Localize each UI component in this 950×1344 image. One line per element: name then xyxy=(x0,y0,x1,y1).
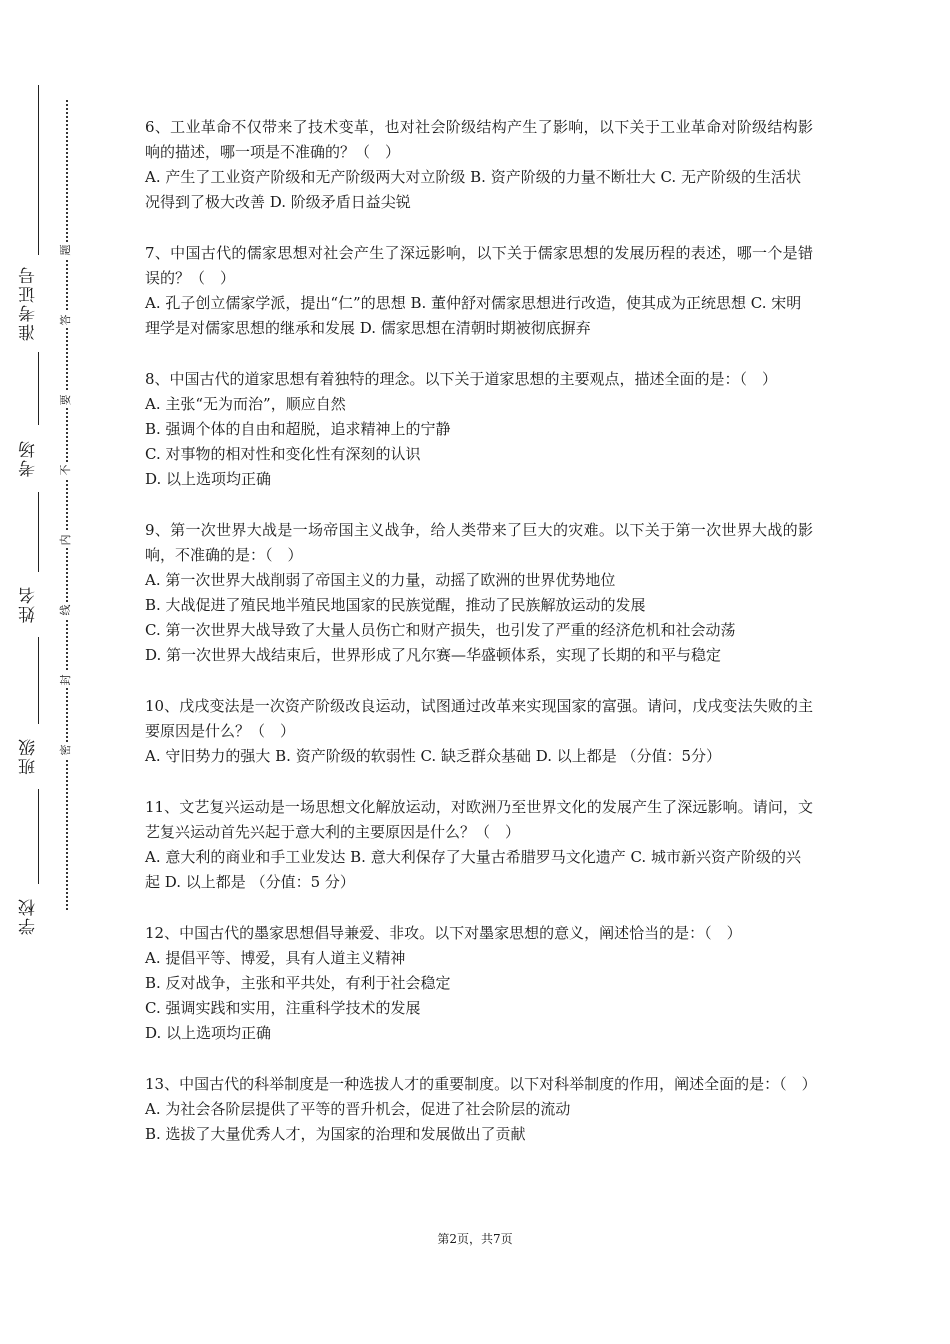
question-stem: 8、中国古代的道家思想有着独特的理念。以下关于道家思想的主要观点，描述全面的是：（ ） xyxy=(145,370,778,388)
question-list xyxy=(145,115,817,1173)
option-a: A. 为社会各阶层提供了平等的晋升机会，促进了社会阶层的流动 xyxy=(145,1100,571,1118)
option-a: A. 主张“无为而治”，顺应自然 xyxy=(145,395,346,413)
question-12 xyxy=(145,921,813,1046)
question-11 xyxy=(145,795,813,895)
seal-char: 线 xyxy=(58,602,74,618)
margin-line xyxy=(38,492,39,572)
option-c: C. 强调实践和实用，注重科学技术的发展 xyxy=(145,999,421,1017)
option-b: B. 选拔了大量优秀人才，为国家的治理和发展做出了贡献 xyxy=(145,1125,526,1143)
option-a: A. 第一次世界大战削弱了帝国主义的力量，动摇了欧洲的世界优势地位 xyxy=(145,571,616,589)
class-label: 班级 xyxy=(19,737,39,775)
question-stem: 11、文艺复兴运动是一场思想文化解放运动，对欧洲乃至世界文化的发展产生了深远影响。请问，文艺复兴运动首先兴起于意大利的主要原因是什么？（ ） xyxy=(145,798,813,841)
margin-line xyxy=(38,637,39,724)
question-stem: 13、中国古代的科举制度是一种选拔人才的重要制度。以下对科举制度的作用，阐述全面的是：（ ） xyxy=(145,1075,817,1093)
question-options: A. 守旧势力的强大 B. 资产阶级的软弱性 C. 缺乏群众基础 D. 以上都是 （分值：5分） xyxy=(145,747,722,765)
page-number: 第2页，共7页 xyxy=(437,1232,513,1246)
option-b: B. 反对战争，主张和平共处，有利于社会稳定 xyxy=(145,974,451,992)
question-options: A. 产生了工业资产阶级和无产阶级两大对立阶级 B. 资产阶级的力量不断壮大 C. 无产阶级的生活状况得到了极大改善 D. 阶级矛盾日益尖锐 xyxy=(145,168,801,211)
seal-char: 题 xyxy=(58,242,74,258)
seal-dotted-line xyxy=(66,100,68,910)
question-8 xyxy=(145,367,813,492)
seal-char: 内 xyxy=(58,532,74,548)
question-options: A. 意大利的商业和手工业发达 B. 意大利保存了大量古希腊罗马文化遗产 C. 城市新兴资产阶级的兴起 D. 以上都是 （分值：5 分） xyxy=(145,848,801,891)
question-stem: 6、工业革命不仅带来了技术变革，也对社会阶级结构产生了影响，以下关于工业革命对阶级结构影响的描述，哪一项是不准确的？（ ） xyxy=(145,118,813,161)
option-c: C. 对事物的相对性和变化性有深刻的认识 xyxy=(145,445,421,463)
seal-char: 密 xyxy=(58,742,74,758)
question-stem: 12、中国古代的墨家思想倡导兼爱、非攻。以下对墨家思想的意义，阐述恰当的是：（ ） xyxy=(145,924,742,942)
margin-line xyxy=(38,789,39,884)
seal-char: 要 xyxy=(58,392,74,408)
option-d: D. 以上选项均正确 xyxy=(145,470,272,488)
exam-number-label: 准考证号 xyxy=(19,265,39,341)
option-a: A. 提倡平等、博爱，具有人道主义精神 xyxy=(145,949,406,967)
question-9 xyxy=(145,518,813,668)
question-6 xyxy=(145,115,813,215)
question-10 xyxy=(145,694,813,769)
question-stem: 7、中国古代的儒家思想对社会产生了深远影响，以下关于儒家思想的发展历程的表述，哪一个是错误的？（ ） xyxy=(145,244,813,287)
question-13 xyxy=(145,1072,817,1147)
question-stem: 10、戊戌变法是一次资产阶级改良运动，试图通过改革来实现国家的富强。请问，戊戌变法失败的主要原因是什么？（ ） xyxy=(145,697,813,740)
option-d: D. 第一次世界大战结束后，世界形成了凡尔赛—华盛顿体系，实现了长期的和平与稳定 xyxy=(145,646,722,664)
seal-char: 不 xyxy=(58,462,74,478)
option-b: B. 大战促进了殖民地半殖民地国家的民族觉醒，推动了民族解放运动的发展 xyxy=(145,596,646,614)
binding-margin xyxy=(0,0,90,1344)
margin-line xyxy=(38,352,39,425)
question-7 xyxy=(145,241,813,341)
name-label: 姓名 xyxy=(19,585,39,623)
question-options: A. 孔子创立儒家学派，提出“仁”的思想 B. 董仲舒对儒家思想进行改造，使其成为正统思想 C. 宋明理学是对儒家思想的继承和发展 D. 儒家思想在清朝时期被彻底摒弃 xyxy=(145,294,802,337)
question-stem: 9、第一次世界大战是一场帝国主义战争，给人类带来了巨大的灾难。以下关于第一次世界大战的影响，不准确的是：（ ） xyxy=(145,521,813,564)
margin-line xyxy=(38,85,39,255)
option-c: C. 第一次世界大战导致了大量人员伤亡和财产损失，也引发了严重的经济危机和社会动荡 xyxy=(145,621,736,639)
option-b: B. 强调个体的自由和超脱，追求精神上的宁静 xyxy=(145,420,451,438)
option-d: D. 以上选项均正确 xyxy=(145,1024,272,1042)
seal-char: 封 xyxy=(58,672,74,688)
seal-char: 答 xyxy=(58,312,74,328)
school-label: 学校 xyxy=(19,897,39,935)
exam-room-label: 考场 xyxy=(19,439,39,477)
